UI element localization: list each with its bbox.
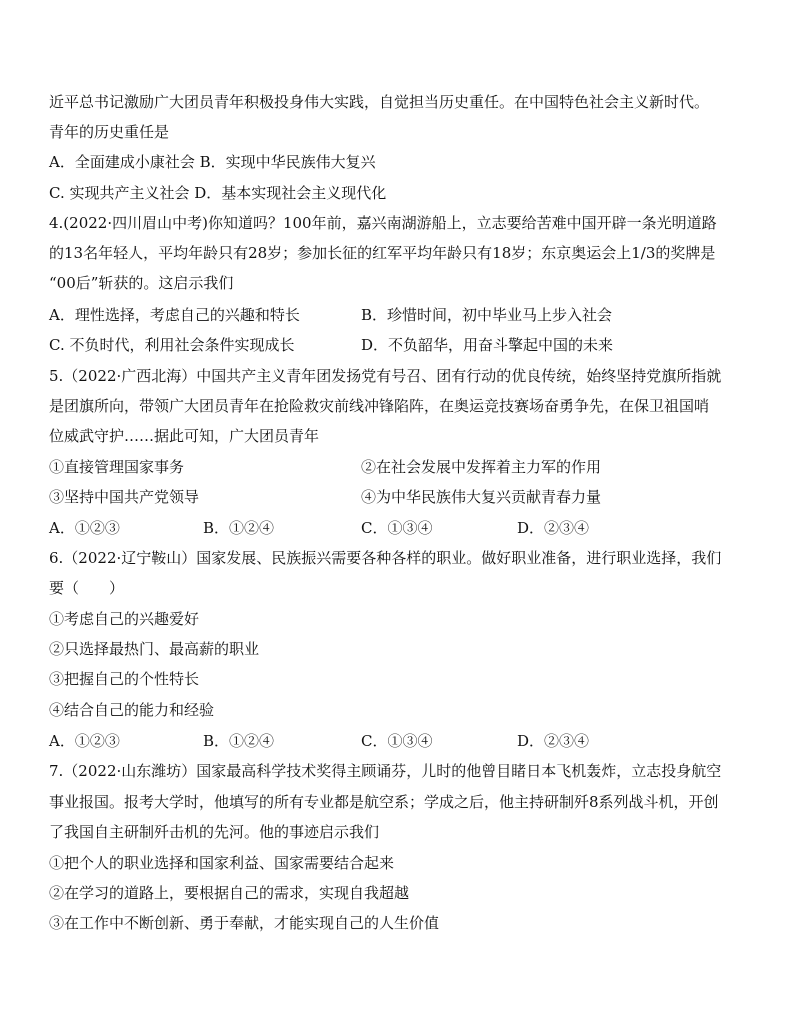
q6-statement-3: ③把握自己的个性特长 xyxy=(49,670,200,688)
q5-option-c: C．①③④ xyxy=(361,519,433,537)
q6-option-a: A．①②③ xyxy=(49,732,120,750)
q5-stem-line-3: 位威武守护……据此可知，广大团员青年 xyxy=(49,427,320,445)
q3-stem-line-1: 近平总书记激励广大团员青年积极投身伟大实践，自觉担当历史重任。在中国特色社会主义新时代。 xyxy=(49,93,710,111)
q5-statement-1: ①直接管理国家事务 xyxy=(49,458,185,476)
q6-statement-4: ④结合自己的能力和经验 xyxy=(49,701,215,719)
q3-options-ab: A．全面建成小康社会 B．实现中华民族伟大复兴 xyxy=(49,153,376,171)
q5-statement-4: ④为中华民族伟大复兴贡献青春力量 xyxy=(361,488,602,506)
q4-option-a: A．理性选择，考虑自己的兴趣和特长 xyxy=(49,306,300,324)
q6-statement-1: ①考虑自己的兴趣爱好 xyxy=(49,610,200,628)
q6-stem-line-1: 6.（2022·辽宁鞍山）国家发展、民族振兴需要各种各样的职业。做好职业准备，进行职业选择，我们 xyxy=(49,549,722,567)
q5-statement-3: ③坚持中国共产党领导 xyxy=(49,488,200,506)
q4-option-b: B．珍惜时间，初中毕业马上步入社会 xyxy=(361,306,613,324)
q7-stem-line-2: 事业报国。报考大学时，他填写的所有专业都是航空系；学成之后，他主持研制歼8系列战斗机，开创 xyxy=(49,793,719,811)
q5-option-d: D．②③④ xyxy=(517,519,590,537)
q6-statement-2: ②只选择最热门、最高薪的职业 xyxy=(49,640,260,658)
q3-options-cd: C. 实现共产主义社会 D．基本实现社会主义现代化 xyxy=(49,184,387,202)
q4-stem-line-1: 4.(2022·四川眉山中考)你知道吗？100年前，嘉兴南湖游船上，立志要给苦难中国开辟一条光明道路 xyxy=(49,214,717,232)
q5-statement-2: ②在社会发展中发挥着主力军的作用 xyxy=(361,458,602,476)
q7-stem-line-1: 7.（2022·山东潍坊）国家最高科学技术奖得主顾诵芬，儿时的他曾目睹日本飞机轰炸，立志投身航空 xyxy=(49,762,722,780)
q6-stem-line-2: 要（ ） xyxy=(49,579,125,597)
q3-stem-line-2: 青年的历史重任是 xyxy=(49,123,170,141)
q7-statement-2: ②在学习的道路上，要根据自己的需求，实现自我超越 xyxy=(49,884,410,902)
q4-stem-line-2: 的13名年轻人，平均年龄只有28岁；参加长征的红军平均年龄只有18岁；东京奥运会上1/3的奖牌是 xyxy=(49,244,716,262)
q7-stem-line-3: 了我国自主研制歼击机的先河。他的事迹启示我们 xyxy=(49,823,380,841)
q5-stem-line-1: 5.（2022·广西北海）中国共产主义青年团发扬党有号召、团有行动的优良传统，始终坚持党旗所指就 xyxy=(49,367,722,385)
q4-option-d: D．不负韶华，用奋斗擎起中国的未来 xyxy=(361,336,614,354)
q7-statement-3: ③在工作中不断创新、勇于奉献，才能实现自己的人生价值 xyxy=(49,914,440,932)
q7-statement-1: ①把个人的职业选择和国家利益、国家需要结合起来 xyxy=(49,854,395,872)
q6-option-c: C．①③④ xyxy=(361,732,433,750)
q5-option-a: A．①②③ xyxy=(49,519,120,537)
q5-stem-line-2: 是团旗所向，带领广大团员青年在抢险救灾前线冲锋陷阵，在奥运竞技赛场奋勇争先，在保卫祖国哨 xyxy=(49,397,710,415)
q5-option-b: B．①②④ xyxy=(203,519,275,537)
q4-option-c: C. 不负时代，利用社会条件实现成长 xyxy=(49,336,295,354)
q6-option-b: B．①②④ xyxy=(203,732,275,750)
q6-option-d: D．②③④ xyxy=(517,732,590,750)
q4-stem-line-3: “00后”斩获的。这启示我们 xyxy=(49,274,234,292)
